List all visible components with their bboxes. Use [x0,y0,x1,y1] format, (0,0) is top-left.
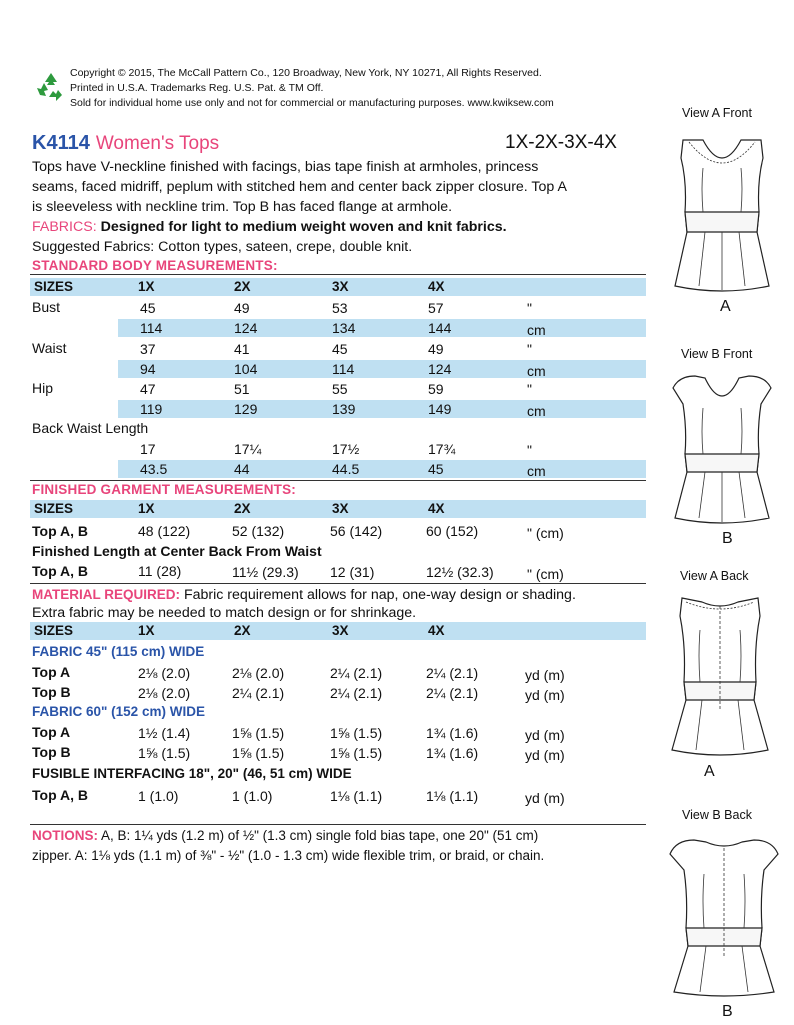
notions-label: NOTIONS: [32,828,98,843]
table-cell: 45 [332,341,348,357]
table-cell: 11 (28) [138,563,182,579]
unit-cm: cm [527,363,546,379]
unit: yd (m) [525,727,565,743]
table-cell: 60 (152) [426,523,479,539]
description-line: seams, faced midriff, peplum with stitched hem and center back zipper closure. Top A [32,179,567,195]
table-cell: 2¼ (2.1) [426,665,479,681]
table-cell: 119 [140,401,163,417]
fabric-60-heading: FABRIC 60" (152 cm) WIDE [32,704,205,719]
table-cell: 52 (132) [232,523,285,539]
size-4x: 4X [428,501,445,516]
table-cell: 45 [428,461,444,477]
cm-row-band [118,360,646,378]
usage-line: Sold for individual home use only and not for commercial or manufacturing purposes. www.kwiksew.com [70,97,554,109]
row-label: Top B [32,744,71,760]
table-cell: 114 [140,320,163,336]
unit: " (cm) [527,525,564,541]
table-cell: 17¾ [428,441,456,457]
unit: yd (m) [525,687,565,703]
size-2x: 2X [234,501,251,516]
cm-row-band [118,319,646,337]
material-text: Fabric requirement allows for nap, one-way design or shading. [183,587,576,603]
row-label: Top A, B [32,523,88,539]
view-letter: A [720,298,731,315]
unit-inch: " [527,442,532,458]
size-1x: 1X [138,501,155,516]
view-letter: B [722,530,733,547]
table-cell: 2⅛ (2.0) [138,685,191,701]
table-cell: 2¼ (2.1) [426,685,479,701]
fabrics-text: Designed for light to medium weight woven and knit fabrics. [100,219,507,235]
material-line [32,585,576,606]
row-label: Top A, B [32,563,88,579]
table-cell: 1⅝ (1.5) [138,745,191,761]
table-cell: 37 [140,341,156,357]
divider [30,824,646,825]
size-2x: 2X [234,279,251,294]
fabrics-label: FABRICS: [32,219,97,235]
table-cell: 2⅛ (2.0) [232,665,285,681]
back-waist-label: Back Waist Length [32,420,149,436]
description-line: Tops have V-neckline finished with facings, bias tape finish at armholes, princess [32,159,539,175]
unit-inch: " [527,300,532,316]
table-cell: 94 [140,361,156,377]
fabric-45-heading: FABRIC 45" (115 cm) WIDE [32,644,205,659]
table-cell: 114 [332,361,355,377]
unit: yd (m) [525,747,565,763]
table-cell: 2¼ (2.1) [330,665,383,681]
row-label: Hip [32,380,54,396]
table-cell: 144 [428,320,452,336]
table-cell: 11½ (29.3) [232,564,299,580]
table-cell: 48 (122) [138,523,191,539]
unit-inch: " [527,341,532,357]
table-cell: 12½ (32.3) [426,564,494,580]
notions [32,826,544,865]
trademark-line: Printed in U.S.A. Trademarks Reg. U.S. Pat. & TM Off. [70,82,324,94]
table-cell: 43.5 [140,461,168,477]
length-label: Finished Length at Center Back From Waist [32,543,322,559]
finished-measurements-title: FINISHED GARMENT MEASUREMENTS: [32,482,297,497]
size-3x: 3X [332,501,349,516]
sizes-header: SIZES [34,279,74,294]
unit: yd (m) [525,667,565,683]
table-cell: 59 [428,381,444,397]
unit-cm: cm [527,403,546,419]
sizes-header: SIZES [34,501,74,516]
unit-inch: " [527,381,532,397]
table-cell: 12 (31) [330,564,375,580]
copyright-line: Copyright © 2015, The McCall Pattern Co., 120 Broadway, New York, NY 10271, All Rights Reserved. [70,67,542,79]
suggested-fabrics: Suggested Fabrics: Cotton types, sateen, crepe, double knit. [32,239,413,255]
unit-cm: cm [527,463,546,479]
table-cell: 49 [428,341,444,357]
divider [30,583,646,584]
notions-line: zipper. A: 1⅛ yds (1.1 m) of ⅜" - ½" (1.0 - 1.3 cm) wide flexible trim, or braid, or chain. [32,847,545,863]
table-cell: 129 [234,401,258,417]
table-cell: 1¾ (1.6) [426,745,479,761]
size-3x: 3X [332,279,349,294]
view-label: View A Back [680,569,749,583]
table-cell: 139 [332,401,356,417]
view-letter: B [722,1003,733,1020]
body-measurements-title: STANDARD BODY MEASUREMENTS: [32,258,278,273]
table-cell: 55 [332,381,348,397]
size-2x: 2X [234,623,251,638]
unit: yd (m) [525,790,565,806]
table-cell: 134 [332,320,356,336]
pattern-title [32,132,219,155]
table-cell: 44 [234,461,250,477]
table-cell: 49 [234,300,250,316]
table-cell: 1⅝ (1.5) [330,725,383,741]
size-1x: 1X [138,279,155,294]
table-cell: 41 [234,341,250,357]
table-cell: 1⅝ (1.5) [232,745,285,761]
table-cell: 45 [140,300,156,316]
view-label: View B Front [681,347,753,361]
unit-cm: cm [527,322,546,338]
notions-text: A, B: 1¼ yds (1.2 m) of ½" (1.3 cm) single fold bias tape, one 20" (51 cm) [101,828,539,843]
row-label: Top A, B [32,787,88,803]
table-cell: 1⅛ (1.1) [330,788,383,804]
view-a-front-illustration [665,128,779,298]
view-letter: A [704,763,715,780]
table-cell: 1½ (1.4) [138,725,191,741]
cm-row-band [118,460,646,478]
row-label: Top B [32,684,71,700]
row-label: Top A [32,724,71,740]
table-cell: 1 (1.0) [138,788,179,804]
divider [30,274,646,275]
pattern-name: Women's Tops [95,133,220,154]
size-range: 1X-2X-3X-4X [505,132,617,153]
table-cell: 1¾ (1.6) [426,725,479,741]
table-cell: 1⅛ (1.1) [426,788,479,804]
fusible-heading: FUSIBLE INTERFACING 18", 20" (46, 51 cm) WIDE [32,766,352,781]
size-4x: 4X [428,623,445,638]
description-line: is sleeveless with neckline trim. Top B has faced flange at armhole. [32,199,453,215]
table-cell: 124 [428,361,452,377]
table-cell: 1 (1.0) [232,788,273,804]
divider [30,480,646,481]
table-cell: 2¼ (2.1) [232,685,285,701]
table-cell: 104 [234,361,258,377]
view-b-front-illustration [665,368,779,528]
size-3x: 3X [332,623,349,638]
unit: " (cm) [527,566,564,582]
table-cell: 51 [234,381,250,397]
row-label: Waist [32,340,67,356]
table-cell: 47 [140,381,156,397]
material-label: MATERIAL REQUIRED: [32,587,180,602]
table-cell: 124 [234,320,258,336]
pattern-code: K4114 [32,132,90,154]
table-cell: 57 [428,300,444,316]
table-cell: 2⅛ (2.0) [138,665,191,681]
table-cell: 149 [428,401,452,417]
fabrics-line [32,218,507,238]
table-cell: 44.5 [332,461,360,477]
table-cell: 53 [332,300,348,316]
view-b-back-illustration [664,828,784,1000]
view-a-back-illustration [660,590,780,762]
table-cell: 1⅝ (1.5) [330,745,383,761]
recycle-icon [34,70,68,104]
table-cell: 1⅝ (1.5) [232,725,285,741]
table-cell: 17½ [332,441,360,457]
view-label: View A Front [682,106,752,120]
row-label: Bust [32,299,61,315]
notions-line [32,826,544,846]
size-4x: 4X [428,279,445,294]
table-cell: 56 (142) [330,523,383,539]
view-label: View B Back [682,808,752,822]
row-label: Top A [32,664,71,680]
table-cell: 17 [140,441,156,457]
table-cell: 2¼ (2.1) [330,685,383,701]
sizes-header: SIZES [34,623,74,638]
size-1x: 1X [138,623,155,638]
material-note: Extra fabric may be needed to match design or for shrinkage. [32,605,417,621]
cm-row-band [118,400,646,418]
table-cell: 17¼ [234,441,262,457]
